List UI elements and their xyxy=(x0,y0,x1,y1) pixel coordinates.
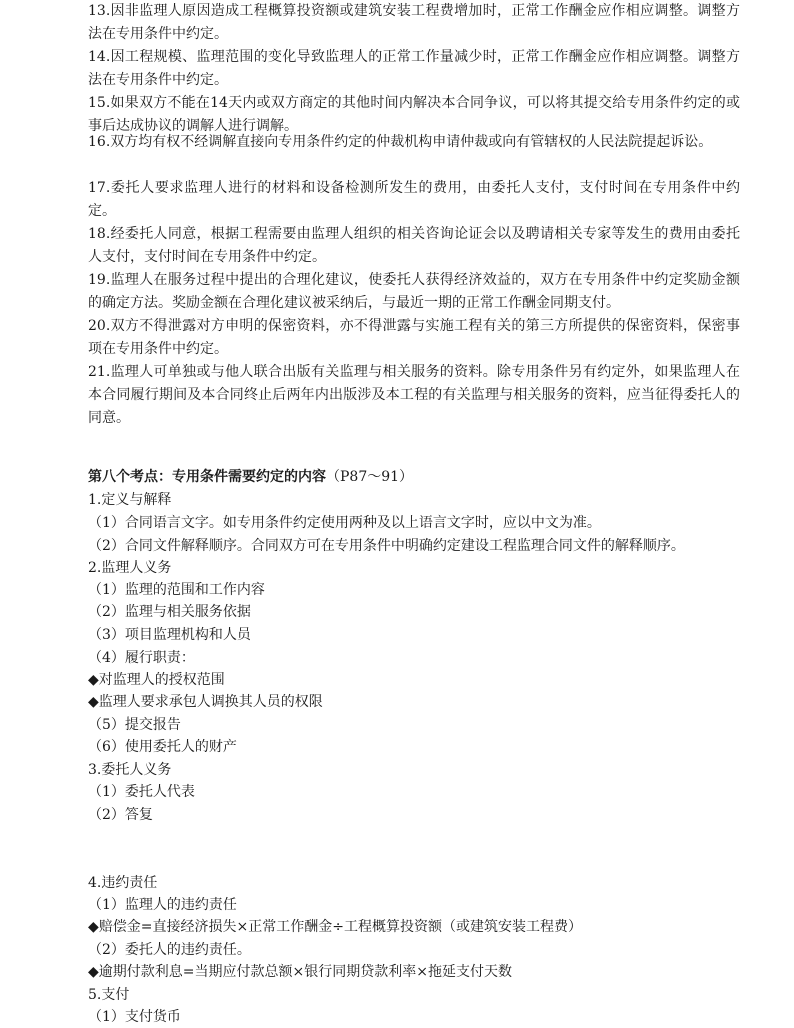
clause-17: 17.委托人要求监理人进行的材料和设备检测所发生的费用，由委托人支付，支付时间在专用条件中约定。 xyxy=(88,180,740,219)
outline-bullet: ◆赔偿金=直接经济损失×正常工作酬金÷工程概算投资额（或建筑安装工程费） xyxy=(88,919,582,935)
clause-15: 15.如果双方不能在14天内或双方商定的其他时间内解决本合同争议，可以将其提交给专用条件约定的或事后达成协议的调解人进行调解。 xyxy=(88,95,740,134)
outline-item: （5）提交报告 xyxy=(88,717,181,733)
outline-item: （2）监理与相关服务依据 xyxy=(88,604,251,620)
outline-item: （2）委托人的违约责任。 xyxy=(88,942,251,958)
outline-item: （4）履行职责： xyxy=(88,650,195,666)
outline-item: （2）答复 xyxy=(88,807,153,823)
outline-item: （1）合同语言文字。如专用条件约定使用两种及以上语言文字时，应以中文为准。 xyxy=(88,515,601,531)
outline-item: （1）支付货币 xyxy=(88,1009,181,1025)
outline-item: 2.监理人义务 xyxy=(88,560,172,576)
clause-19: 19.监理人在服务过程中提出的合理化建议，使委托人获得经济效益的，双方在专用条件中约定奖励金额的确定方法。奖励金额在合理化建议被采纳后，与最近一期的正常工作酬金同期支付。 xyxy=(88,272,740,311)
section-pages: （P87～91） xyxy=(326,469,414,485)
outline-item: 4.违约责任 xyxy=(88,875,158,891)
outline-item: （1）委托人代表 xyxy=(88,784,195,800)
outline-item: （6）使用委托人的财产 xyxy=(88,739,237,755)
outline-item: （3）项目监理机构和人员 xyxy=(88,627,251,643)
outline-item: （1）监理的范围和工作内容 xyxy=(88,582,265,598)
clause-21: 21.监理人可单独或与他人联合出版有关监理与相关服务的资料。除专用条件另有约定外，如果监理人在本合同履行期间及本合同终止后两年内出版涉及本工程的有关监理与相关服务的资料，应当征得委托人的同意。 xyxy=(88,364,740,426)
clause-14: 14.因工程规模、监理范围的变化导致监理人的正常工作量减少时，正常工作酬金应作相应调整。调整方法在专用条件中约定。 xyxy=(88,49,740,88)
clause-13: 13.因非监理人原因造成工程概算投资额或建筑安装工程费增加时，正常工作酬金应作相应调整。调整方法在专用条件中约定。 xyxy=(88,3,740,42)
outline-bullet: ◆监理人要求承包人调换其人员的权限 xyxy=(88,694,323,710)
outline-bullet: ◆逾期付款利息=当期应付款总额×银行同期贷款利率×拖延支付天数 xyxy=(88,964,512,980)
outline-bullet: ◆对监理人的授权范围 xyxy=(88,672,225,688)
section-heading xyxy=(88,466,413,488)
section-title: 第八个考点：专用条件需要约定的内容 xyxy=(88,469,326,485)
clause-16: 16.双方均有权不经调解直接向专用条件约定的仲裁机构申请仲裁或向有管辖权的人民法院提起诉讼。 xyxy=(88,134,713,150)
clause-20: 20.双方不得泄露对方申明的保密资料，亦不得泄露与实施工程有关的第三方所提供的保密资料，保密事项在专用条件中约定。 xyxy=(88,318,740,357)
outline-item: （2）合同文件解释顺序。合同双方可在专用条件中明确约定建设工程监理合同文件的解释顺序。 xyxy=(88,538,685,554)
outline-item: 3.委托人义务 xyxy=(88,762,172,778)
outline-item: 1.定义与解释 xyxy=(88,492,172,508)
clause-18: 18.经委托人同意，根据工程需要由监理人组织的相关咨询论证会以及聘请相关专家等发生的费用由委托人支付，支付时间在专用条件中约定。 xyxy=(88,226,740,265)
outline-item: （1）监理人的违约责任 xyxy=(88,897,237,913)
outline-item: 5.支付 xyxy=(88,987,130,1003)
